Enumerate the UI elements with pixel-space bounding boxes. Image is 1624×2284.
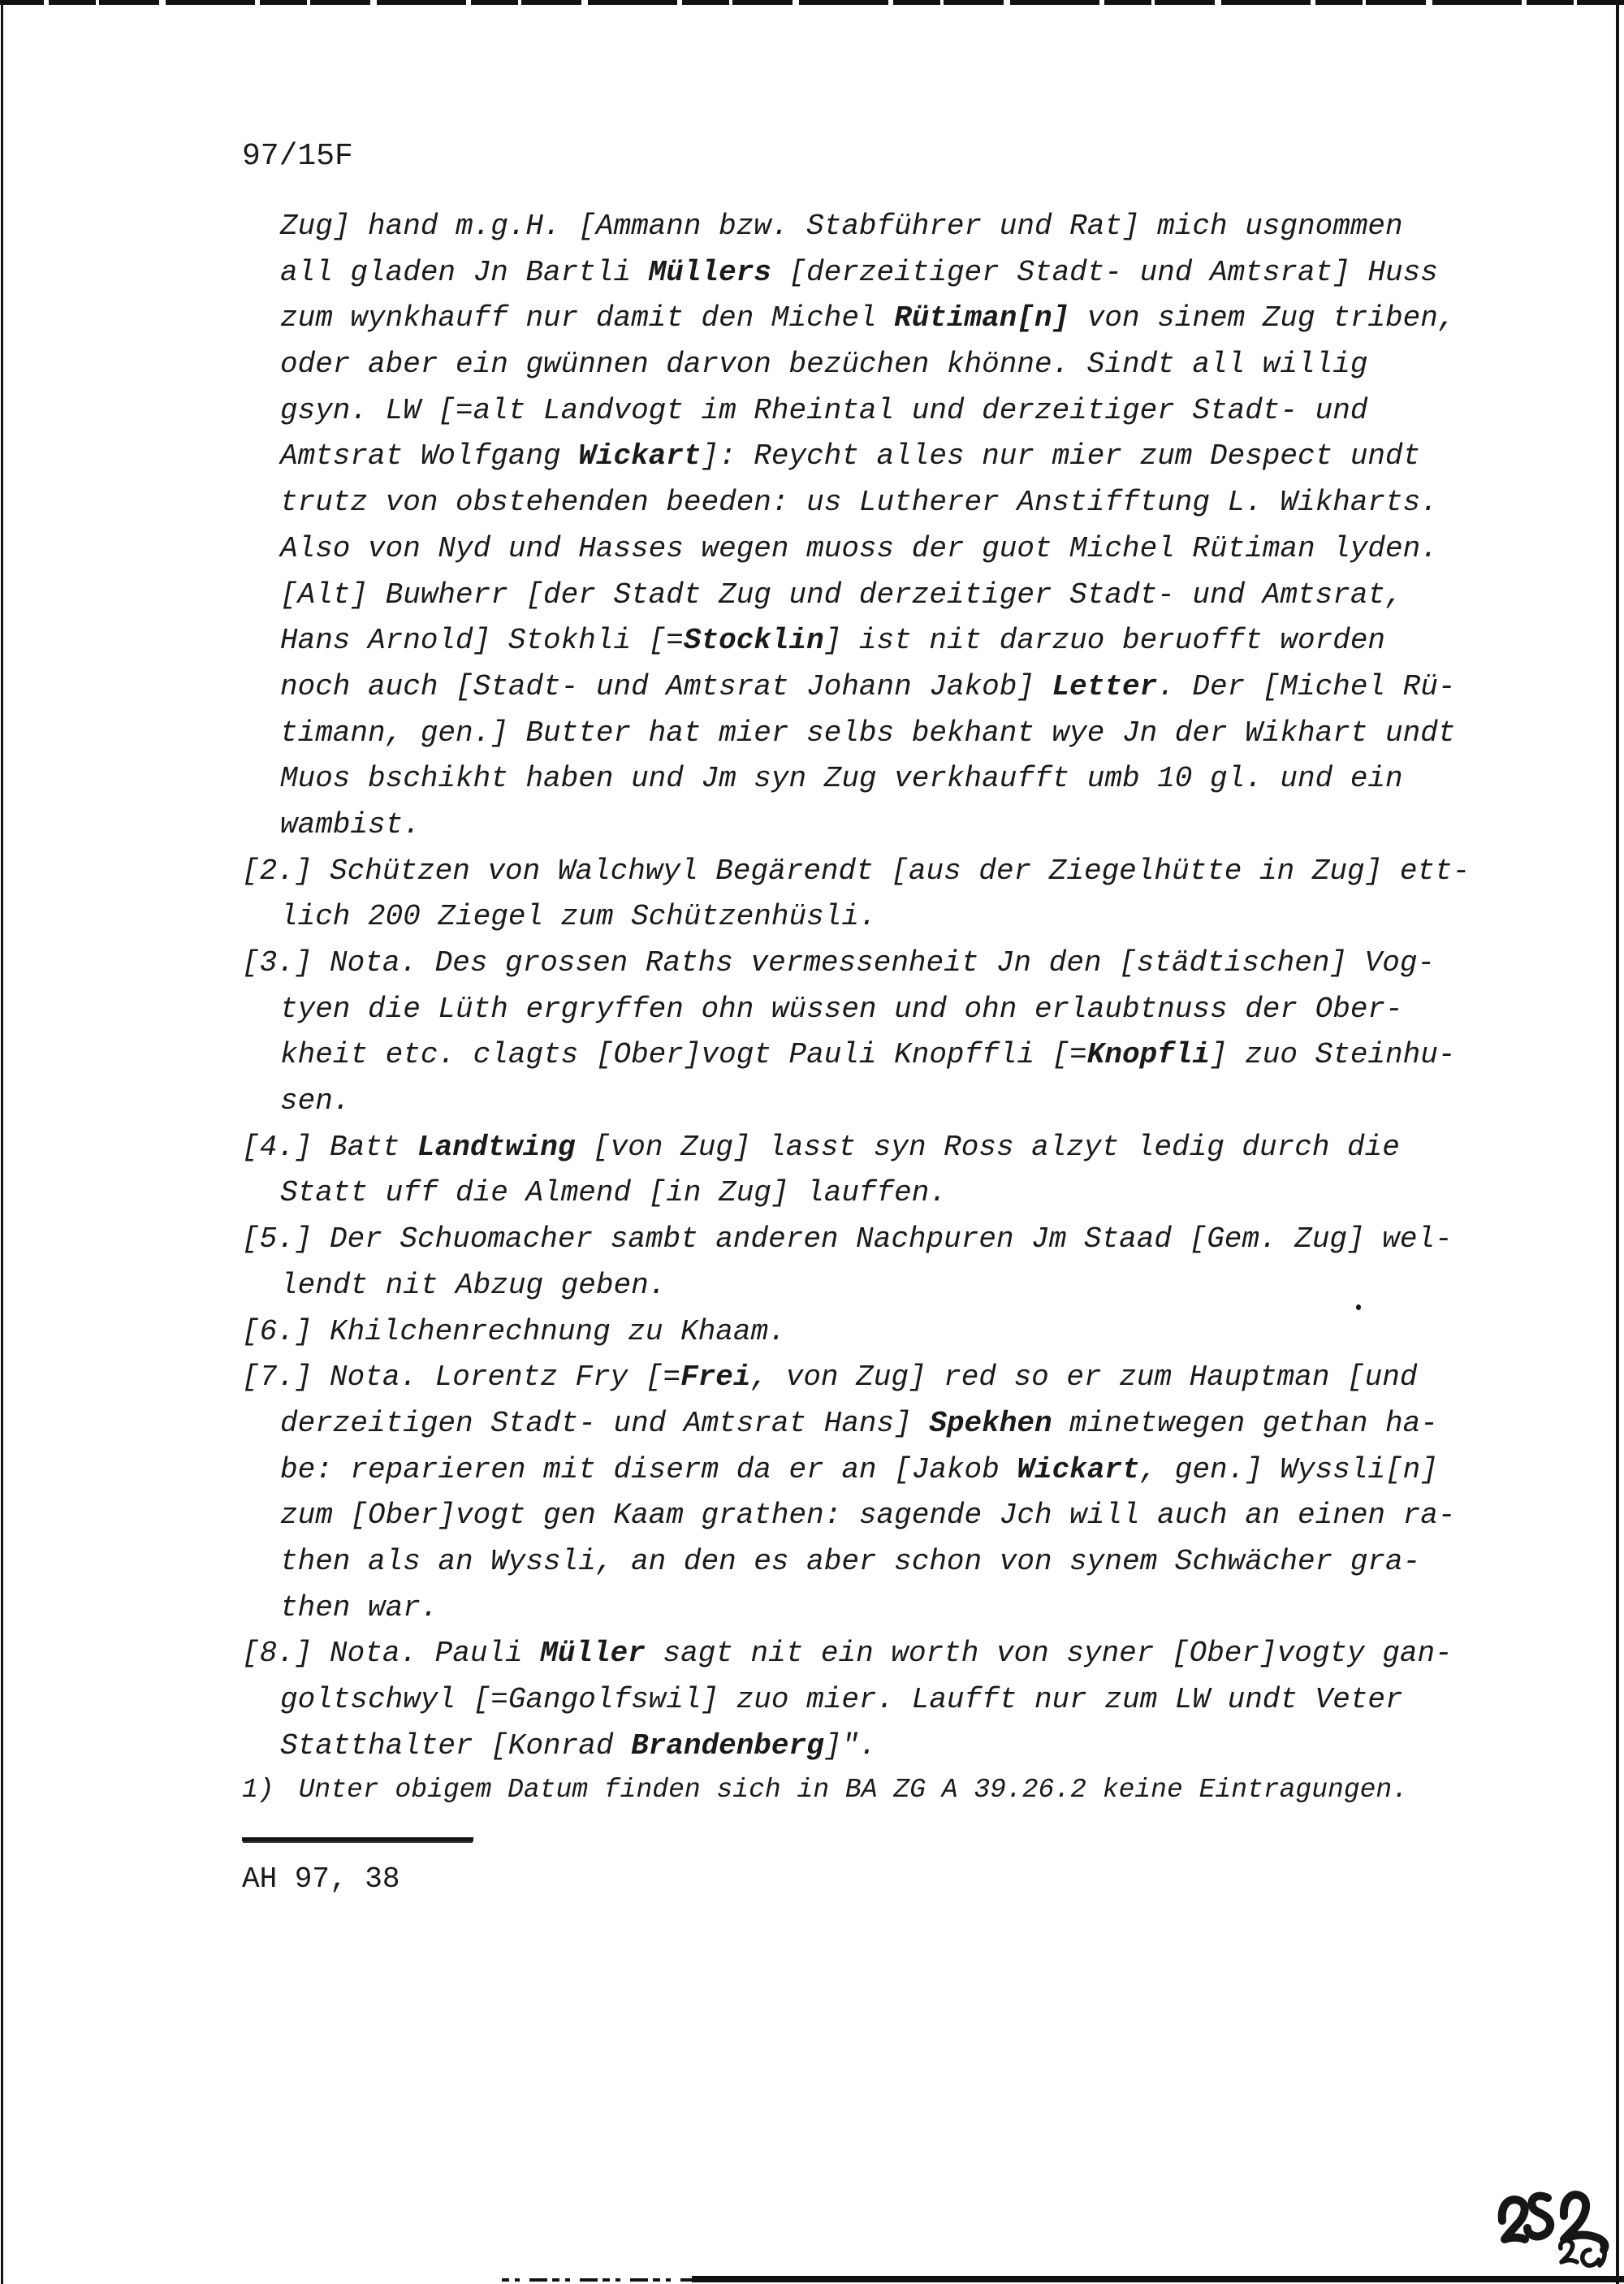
text-segment: ] ist nit darzuo beruofft worden xyxy=(823,624,1386,658)
emphasized-name: Landtwing xyxy=(417,1130,576,1164)
text-line xyxy=(280,480,1624,526)
text-line xyxy=(280,204,1624,250)
text-line xyxy=(280,756,1624,802)
text-line xyxy=(280,894,1624,941)
text-segment: gsyn. LW [=alt Landvogt im Rheintal und derzeitiger Stadt- und xyxy=(280,393,1368,427)
footnote-text: Unter obigem Datum finden sich in BA ZG A 39.26.2 keine Eintragungen. xyxy=(298,1775,1409,1805)
text-line xyxy=(242,849,1624,895)
text-segment: Statthalter [Konrad xyxy=(280,1728,632,1763)
text-line xyxy=(280,1585,1624,1632)
scan-edge-top-mark xyxy=(0,0,1624,5)
text-line xyxy=(280,1401,1624,1447)
text-segment: sagt nit ein worth von syner [Ober]vogty gan- xyxy=(645,1637,1453,1671)
emphasized-name: Rütiman[n] xyxy=(894,301,1070,335)
text-segment: [7.] Nota. Lorentz Fry [= xyxy=(242,1360,681,1395)
text-segment: lendt nit Abzug geben. xyxy=(280,1268,667,1302)
text-line xyxy=(280,1079,1624,1125)
text-segment: [5.] Der Schuomacher sambt anderen Nachpuren Jm Staad [Gem. Zug] wel- xyxy=(242,1222,1453,1257)
text-line xyxy=(280,1539,1624,1585)
text-segment: , von Zug] red so er zum Hauptman [und xyxy=(750,1360,1418,1395)
text-segment: be: reparieren mit diserm da er an [Jakob xyxy=(280,1452,1017,1486)
emphasized-name: Frei xyxy=(680,1360,751,1395)
text-segment: ] zuo Steinhu- xyxy=(1210,1038,1456,1072)
text-line xyxy=(280,1447,1624,1494)
text-segment: goltschwyl [=Gangolfswil] zuo mier. Laufft nur zum LW undt Veter xyxy=(280,1683,1403,1716)
text-line xyxy=(280,250,1624,296)
text-segment: von sinem Zug triben, xyxy=(1069,301,1456,335)
emphasized-name: Müller xyxy=(540,1637,646,1671)
handwritten-digit-5 xyxy=(1527,2196,1550,2237)
text-line xyxy=(242,1355,1624,1401)
emphasized-name: Knopfli xyxy=(1086,1038,1210,1072)
transcription-text xyxy=(0,204,1624,1769)
text-segment: [3.] Nota. Des grossen Raths vermessenheit Jn den [städtischen] Vog- xyxy=(242,946,1436,980)
text-line xyxy=(242,941,1624,987)
text-segment: [8.] Nota. Pauli xyxy=(242,1637,541,1671)
emphasized-name: Spekhen xyxy=(929,1406,1052,1440)
footnote-gap xyxy=(274,1772,299,1808)
text-segment: minetwegen gethan ha- xyxy=(1052,1406,1438,1440)
text-segment: zum wynkhauff nur damit den Michel xyxy=(280,301,895,335)
emphasized-name: Brandenberg xyxy=(631,1728,824,1763)
text-segment: Also von Nyd und Hasses wegen muoss der guot Michel Rütiman lyden. xyxy=(280,531,1438,565)
text-segment: Muos bschikht haben und Jm syn Zug verkhaufft umb 10 gl. und ein xyxy=(280,762,1403,796)
emphasized-name: Wickart xyxy=(1017,1452,1140,1486)
scan-edge-bottom-bar xyxy=(692,2276,1624,2282)
scan-edge-bottom-dashes xyxy=(502,2278,695,2282)
text-segment: [4.] Batt xyxy=(242,1130,418,1164)
text-segment: [von Zug] lasst syn Ross alzyt ledig durch die xyxy=(575,1130,1400,1164)
text-line xyxy=(280,1032,1624,1079)
text-segment: noch auch [Stadt- und Amtsrat Johann Jakob] xyxy=(280,669,1052,703)
handwritten-digit-2-first xyxy=(1502,2200,1525,2239)
text-segment: , gen.] Wyssli[n] xyxy=(1139,1452,1438,1486)
footnote-divider xyxy=(242,1837,473,1841)
text-segment: Hans Arnold] Stokhli [= xyxy=(280,624,684,658)
text-segment: timann, gen.] Butter hat mier selbs bekhant wye Jn der Wikhart undt xyxy=(280,716,1456,750)
text-line xyxy=(280,342,1624,388)
text-segment: all gladen Jn Bartli xyxy=(280,255,649,289)
text-segment: then war. xyxy=(280,1590,438,1624)
text-line xyxy=(280,434,1624,480)
emphasized-name: Müllers xyxy=(648,255,771,289)
text-line xyxy=(242,1217,1624,1263)
text-line xyxy=(242,1125,1624,1171)
text-segment: [derzeitiger Stadt- und Amtsrat] Huss xyxy=(771,255,1438,289)
text-segment: wambist. xyxy=(280,807,421,841)
text-line xyxy=(280,1493,1624,1539)
text-line xyxy=(280,388,1624,435)
text-line xyxy=(280,664,1624,711)
emphasized-name: Wickart xyxy=(578,439,702,474)
footnote-marker: 1) xyxy=(242,1775,274,1805)
text-line xyxy=(280,526,1624,573)
text-line xyxy=(280,1724,1624,1770)
text-segment: trutz von obstehenden beeden: us Lutherer Anstifftung L. Wikharts. xyxy=(280,486,1438,520)
text-segment: sen. xyxy=(280,1084,351,1118)
text-line xyxy=(280,711,1624,757)
text-segment: kheit etc. clagts [Ober]vogt Pauli Knopffli [= xyxy=(280,1038,1087,1072)
source-citation: AH 97, 38 xyxy=(242,1862,400,1896)
text-segment: [2.] Schützen von Walchwyl Begärendt [aus der Ziegelhütte in Zug] ett- xyxy=(242,854,1471,888)
text-segment: zum [Ober]vogt gen Kaam grathen: sagende Jch will auch an einen ra- xyxy=(280,1499,1456,1533)
text-line xyxy=(280,1263,1624,1309)
text-line xyxy=(280,1677,1624,1724)
text-segment: Zug] hand m.g.H. [Ammann bzw. Stabführer und Rat] mich usgnommen xyxy=(280,210,1403,243)
text-segment: then als an Wyssli, an den es aber schon von synem Schwächer gra- xyxy=(280,1544,1421,1578)
text-segment: tyen die Lüth ergryffen ohn wüssen und ohn erlaubtnuss der Ober- xyxy=(280,992,1403,1026)
text-line xyxy=(280,618,1624,664)
handwritten-small-mark-1 xyxy=(1561,2241,1577,2262)
text-segment: oder aber ein gwünnen darvon bezüchen khönne. Sindt all willig xyxy=(280,348,1368,382)
text-line xyxy=(280,573,1624,619)
text-segment: Statt uff die Almend [in Zug] lauffen. xyxy=(280,1176,947,1210)
text-segment: derzeitigen Stadt- und Amtsrat Hans] xyxy=(280,1406,930,1440)
text-segment: . Der [Michel Rü- xyxy=(1157,669,1456,703)
text-line xyxy=(280,1170,1624,1217)
text-line xyxy=(280,802,1624,849)
stray-ink-dot xyxy=(1356,1304,1361,1310)
handwritten-page-number xyxy=(1488,2178,1619,2274)
text-line xyxy=(242,1631,1624,1677)
emphasized-name: Letter xyxy=(1052,669,1158,703)
text-segment: [Alt] Buwherr [der Stadt Zug und derzeitiger Stadt- und Amtsrat, xyxy=(280,577,1403,612)
text-segment: Amtsrat Wolfgang xyxy=(280,439,579,474)
handwritten-small-mark-2 xyxy=(1583,2250,1599,2265)
text-line xyxy=(280,987,1624,1033)
text-line xyxy=(280,296,1624,342)
text-segment: lich 200 Ziegel zum Schützenhüsli. xyxy=(280,900,877,934)
entry-reference-header: 97/15F xyxy=(242,139,353,174)
text-segment: ]". xyxy=(823,1728,877,1763)
text-line xyxy=(242,1309,1624,1356)
text-segment: ]: Reycht alles nur mier zum Despect undt xyxy=(701,439,1421,474)
text-segment: [6.] Khilchenrechnung zu Khaam. xyxy=(242,1314,786,1348)
emphasized-name: Stocklin xyxy=(683,624,824,658)
footnote xyxy=(242,1772,1408,1808)
